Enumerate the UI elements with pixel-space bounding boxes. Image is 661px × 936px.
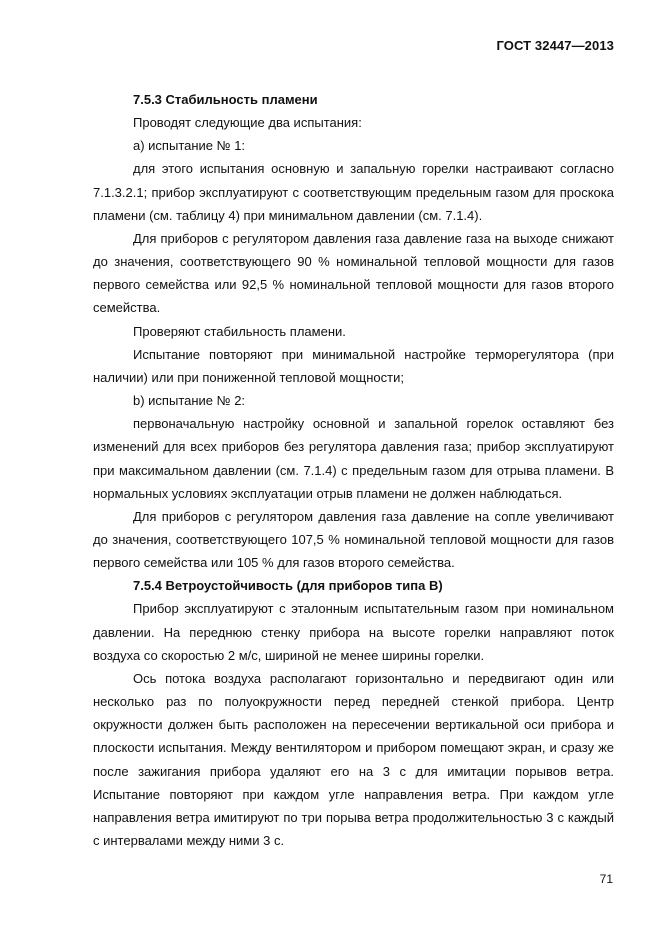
paragraph: Для приборов с регулятором давления газа давление газа на выходе снижают до значения, соответствующего 90 % номинальной тепловой мощности для газов первого семейства или 92,5 % номинальной тепловой мощности для газов второго семейства. (93, 230, 614, 316)
page-number: 71 (599, 872, 613, 886)
paragraph: Проверяют стабильность пламени. (133, 323, 346, 339)
paragraph: b) испытание № 2: (133, 393, 246, 409)
section-heading-7-5-3: 7.5.3 Стабильность пламени (133, 92, 318, 107)
paragraph: Ось потока воздуха располагают горизонтально и передвигают один или несколько раз по полуокружности перед передней стенкой прибора. Центр окружности должен быть расположен на пересечении вертикальной оси прибора и плоскости испытания. Между вентилятором и прибором помещают экран, и сразу же после зажигания прибора удаляют его на 3 с для имитации порывов ветра. Испытание повторяют при каждом угле направления ветра. При каждом угле направления ветра имитируют по три порыва ветра продолжительностью 3 с каждый с интервалами между ними 3 с. (93, 670, 614, 848)
paragraph: Для приборов с регулятором давления газа давление на сопле увеличивают до значения, соответствующего 107,5 % номинальной тепловой мощности для газов первого семейства или 105 % для газов второго семейства. (93, 508, 614, 571)
paragraph: для этого испытания основную и запальную горелки настраивают согласно 7.1.3.2.1; прибор эксплуатируют с соответствующим предельным газом для проскока пламени (см. таблицу 4) при минимальном давлении (см. 7.1.4). (93, 161, 614, 223)
paragraph: а) испытание № 1: (133, 138, 246, 154)
paragraph: Прибор эксплуатируют с эталонным испытательным газом при номинальном давлении. На переднюю стенку прибора на высоте горелки направляют поток воздуха со скоростью 2 м/с, шириной не менее ширины горелки. (93, 601, 614, 663)
document-header: ГОСТ 32447—2013 (496, 38, 614, 53)
paragraph: Испытание повторяют при минимальной настройке терморегулятора (при наличии) или при пониженной тепловой мощности; (93, 346, 614, 385)
paragraph: Проводят следующие два испытания: (133, 115, 362, 131)
paragraph: первоначальную настройку основной и запальной горелок оставляют без изменений для всех приборов без регулятора давления газа; прибор эксплуатируют при максимальном давлении (см. 7.1.4) с предельным газом для отрыва пламени. В нормальных условиях эксплуатации отрыв пламени не должен наблюдаться. (93, 416, 614, 501)
document-body (93, 88, 614, 852)
section-heading-7-5-4: 7.5.4 Ветроустойчивость (для приборов типа B) (133, 578, 443, 594)
